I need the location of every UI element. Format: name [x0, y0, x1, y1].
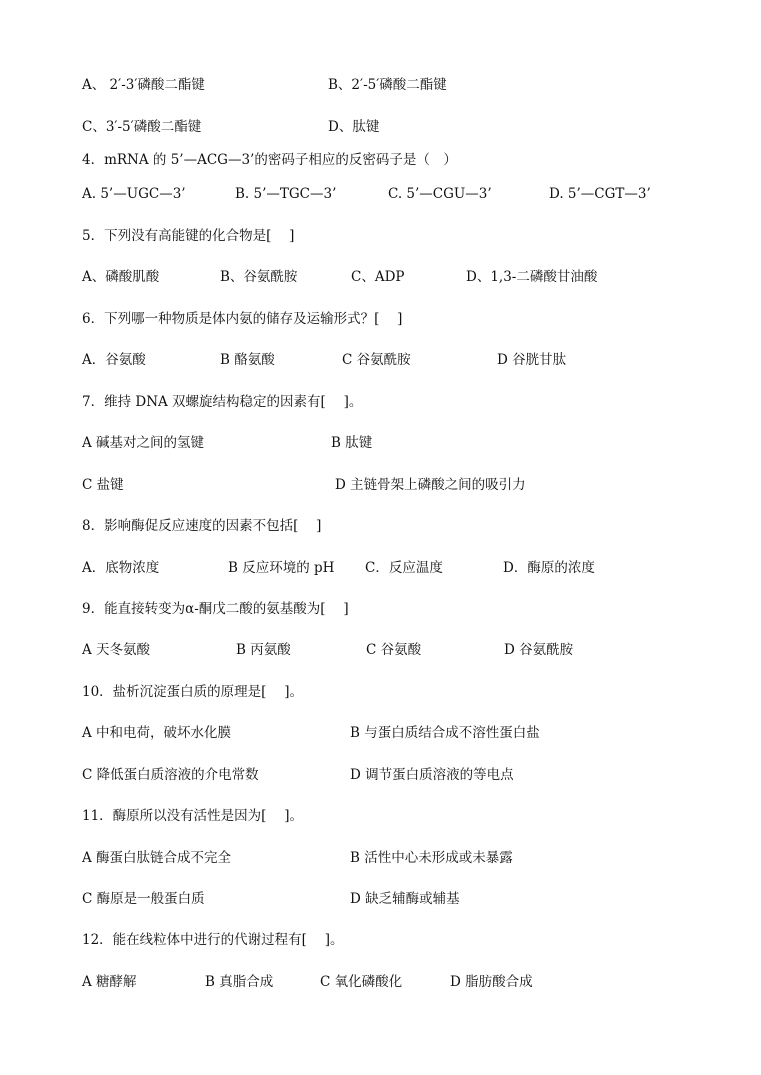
q11-stem — [0, 806, 761, 826]
q7-options-row-2 — [0, 475, 761, 495]
q10-option-d: D 调节蛋白质溶液的等电点 — [350, 767, 514, 783]
q10-options-row-1 — [0, 723, 761, 743]
q4-option-a: A. 5’—UGC—3’ — [82, 186, 186, 202]
q7-option-c: C 盐键 — [82, 477, 124, 493]
q8-option-b: B 反应环境的 pH — [228, 560, 335, 576]
q5-stem-text: 5．下列没有高能键的化合物是[ ] — [82, 228, 295, 244]
q12-stem-text: 12．能在线粒体中进行的代谢过程有[ ]。 — [82, 932, 344, 948]
q10-option-a: A 中和电荷，破坏水化膜 — [82, 725, 232, 741]
q9-stem — [0, 599, 761, 619]
q8-option-d: D．酶原的浓度 — [503, 560, 595, 576]
q7-stem — [0, 392, 761, 412]
q9-option-a: A 天冬氨酸 — [82, 642, 151, 658]
q10-options-row-2 — [0, 765, 761, 785]
q3-option-a: A、 2′-3′磷酸二酯键 — [82, 77, 205, 93]
q4-option-d: D. 5’—CGT—3’ — [549, 186, 651, 202]
q6-option-c: C 谷氨酰胺 — [342, 352, 411, 368]
q12-option-a: A 糖酵解 — [82, 974, 137, 990]
q6-option-b: B 酪氨酸 — [220, 352, 275, 368]
q3-option-c: C、3′-5′磷酸二酯键 — [82, 119, 202, 135]
q8-stem — [0, 516, 761, 536]
q8-option-a: A．底物浓度 — [82, 560, 160, 576]
q5-option-c: C、ADP — [351, 269, 405, 285]
q4-option-b: B. 5’—TGC—3’ — [235, 186, 337, 202]
q4-option-c: C. 5’—CGU—3’ — [388, 186, 492, 202]
q11-option-d: D 缺乏辅酶或辅基 — [350, 891, 460, 907]
q11-option-a: A 酶蛋白肽链合成不完全 — [82, 850, 232, 866]
q3-options-row-1 — [0, 75, 761, 95]
q7-options-row-1 — [0, 433, 761, 453]
q3-option-d: D、肽键 — [328, 119, 380, 135]
q12-options — [0, 972, 761, 992]
q9-options — [0, 640, 761, 660]
q5-stem — [0, 226, 761, 246]
q4-stem — [0, 150, 761, 170]
q11-option-c: C 酶原是一般蛋白质 — [82, 891, 205, 907]
q10-stem-text: 10．盐析沉淀蛋白质的原理是[ ]。 — [82, 684, 304, 700]
q9-option-b: B 丙氨酸 — [236, 642, 291, 658]
q6-option-d: D 谷胱甘肽 — [497, 352, 567, 368]
q3-options-row-2 — [0, 117, 761, 137]
q9-option-d: D 谷氨酰胺 — [504, 642, 574, 658]
q6-options — [0, 350, 761, 370]
q4-stem-text: 4．mRNA 的 5’—ACG—3’的密码子相应的反密码子是（ ） — [82, 152, 457, 168]
q12-option-d: D 脂肪酸合成 — [450, 974, 533, 990]
q10-option-c: C 降低蛋白质溶液的介电常数 — [82, 767, 259, 783]
q6-stem-text: 6．下列哪一种物质是体内氨的储存及运输形式？[ ] — [82, 311, 403, 327]
q7-option-d: D 主链骨架上磷酸之间的吸引力 — [335, 477, 526, 493]
q11-options-row-1 — [0, 848, 761, 868]
q12-option-b: B 真脂合成 — [205, 974, 274, 990]
q5-options — [0, 267, 761, 287]
q5-option-a: A、磷酸肌酸 — [82, 269, 160, 285]
q9-stem-text: 9．能直接转变为α-酮戊二酸的氨基酸为[ ] — [82, 601, 349, 617]
q3-option-b: B、2′-5′磷酸二酯键 — [328, 77, 447, 93]
q10-option-b: B 与蛋白质结合成不溶性蛋白盐 — [350, 725, 540, 741]
q7-option-a: A 碱基对之间的氢键 — [82, 435, 205, 451]
q8-option-c: C．反应温度 — [365, 560, 443, 576]
q6-stem — [0, 309, 761, 329]
q7-stem-text: 7．维持 DNA 双螺旋结构稳定的因素有[ ]。 — [82, 394, 363, 410]
q11-option-b: B 活性中心未形成或未暴露 — [350, 850, 513, 866]
q5-option-b: B、谷氨酰胺 — [220, 269, 298, 285]
q11-stem-text: 11．酶原所以没有活性是因为[ ]。 — [82, 808, 304, 824]
q8-stem-text: 8．影响酶促反应速度的因素不包括[ ] — [82, 518, 322, 534]
q7-option-b: B 肽键 — [331, 435, 373, 451]
q9-option-c: C 谷氨酸 — [366, 642, 422, 658]
q8-options — [0, 558, 761, 578]
q12-stem — [0, 930, 761, 950]
q10-stem — [0, 682, 761, 702]
q4-options — [0, 184, 761, 204]
q6-option-a: A．谷氨酸 — [82, 352, 146, 368]
q11-options-row-2 — [0, 889, 761, 909]
q12-option-c: C 氧化磷酸化 — [320, 974, 403, 990]
q5-option-d: D、1,3-二磷酸甘油酸 — [466, 269, 598, 285]
